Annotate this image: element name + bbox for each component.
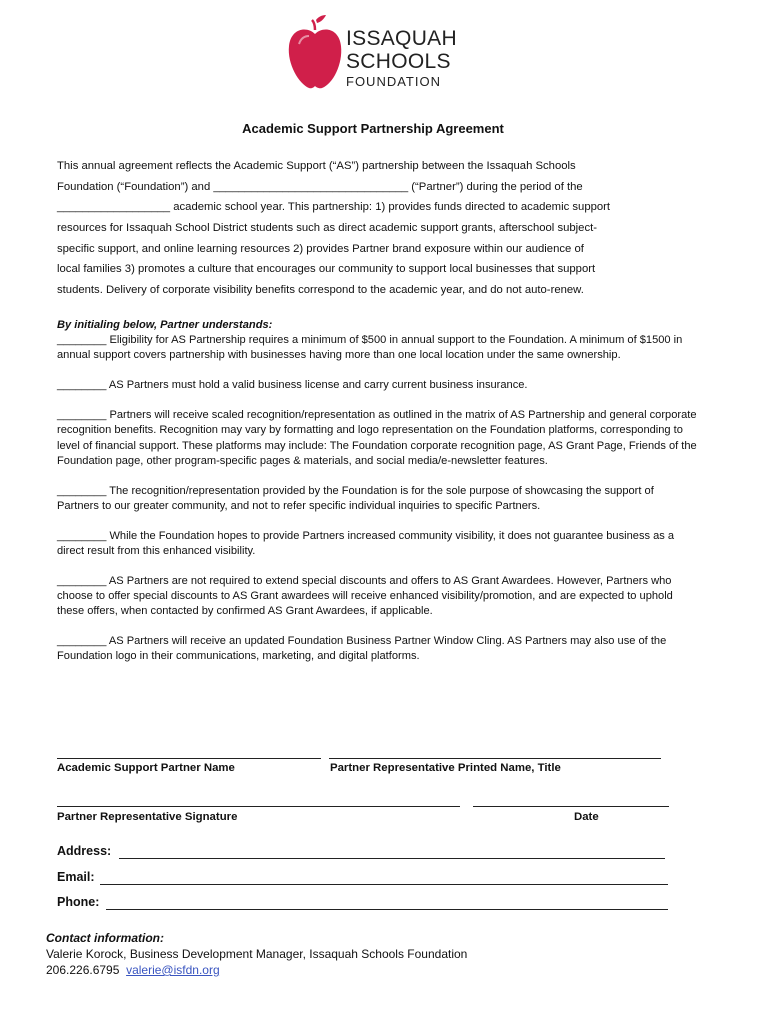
terms-heading: By initialing below, Partner understands: — [57, 319, 273, 331]
partner-name-line[interactable] — [57, 758, 321, 759]
term-item: ________ Partners will receive scaled recognition/representation as outlined in the matrix of AS Partnership and general corporate recognition benefits. Recognition may vary by formatting and logo representation on the Foundation platforms, corresponding to level of financial support. These platforms may include: The Foundation corporate recognition page, AS Grant Page, Friends of the Foundation page, other program-specific pages & materials, and social media/e-newsletter features. — [57, 409, 697, 467]
contact-person: Valerie Korock, Business Development Manager, Issaquah Schools Foundation — [46, 947, 468, 961]
rep-printed-name-label: Partner Representative Printed Name, Title — [330, 762, 561, 774]
logo-line-2: SCHOOLS — [346, 50, 451, 73]
email-field[interactable] — [100, 884, 668, 885]
term-item: ________ AS Partners will receive an updated Foundation Business Partner Window Cling. AS Partners may also use of the Foundation logo in their communications, marketing, and digital platforms. — [57, 635, 667, 663]
term-item: ________ AS Partners are not required to extend special discounts and offers to AS Grant Awardees. However, Partners who choose to offer special discounts to AS Grant awardees will receive enhanced visibility/promotion, and are expected to uphold these offers, when contacted by confirmed AS Grant Awardees, if applicable. — [57, 574, 673, 618]
intro-line: This annual agreement reflects the Academic Support (“AS”) partnership between the Issaquah Schools — [57, 160, 576, 172]
intro-line: resources for Issaquah School District students such as direct academic support grants, afterschool subject- — [57, 222, 597, 235]
contact-phone: 206.226.6795 — [46, 963, 120, 977]
term-item: ________ While the Foundation hopes to provide Partners increased community visibility, it does not guarantee business as a direct result from this enhanced visibility. — [57, 529, 675, 557]
phone-field[interactable] — [106, 909, 668, 910]
contact-block — [46, 930, 467, 978]
intro-line: __________________ academic school year. This partnership: 1) provides funds directed to academic support — [57, 201, 611, 214]
date-line[interactable] — [473, 806, 669, 807]
intro-line: Foundation (“Foundation”) and _______________________________ (“Partner”) during the period of the — [57, 180, 583, 193]
term-item: ________ Eligibility for AS Partnership requires a minimum of $500 in annual support to the Foundation. A minimum of $1500 in annual support covers partnership with businesses having more than one local location under the same ownership. — [57, 334, 683, 362]
logo-line-3: FOUNDATION — [346, 74, 441, 89]
logo-line-1: ISSAQUAH — [346, 27, 457, 50]
phone-label: Phone: — [57, 895, 100, 909]
term-item: ________ The recognition/representation provided by the Foundation is for the sole purpose of showcasing the support of Partners to our greater community, and not to refer specific individual inquiries to specific Partners. — [57, 484, 654, 512]
document-title: Academic Support Partnership Agreement — [242, 121, 504, 136]
contact-details — [46, 962, 467, 978]
date-label: Date — [574, 811, 599, 823]
terms-section — [57, 318, 697, 679]
address-label: Address: — [57, 844, 112, 858]
intro-line: local families 3) promotes a culture that encourages our community to support local businesses that support — [57, 263, 596, 276]
rep-signature-line[interactable] — [57, 806, 460, 807]
intro-line: specific support, and online learning resources 2) provides Partner brand exposure within our audience of — [57, 242, 584, 255]
intro-paragraph — [57, 156, 697, 301]
term-item: ________ AS Partners must hold a valid business license and carry current business insurance. — [57, 379, 528, 392]
logo-wordmark — [346, 28, 457, 88]
address-field[interactable] — [119, 858, 665, 859]
email-label: Email: — [57, 870, 95, 884]
contact-email-link[interactable]: valerie@isfdn.org — [126, 963, 220, 977]
rep-printed-name-line[interactable] — [329, 758, 661, 759]
partner-name-label: Academic Support Partner Name — [57, 762, 235, 774]
contact-heading: Contact information: — [46, 931, 164, 945]
rep-signature-label: Partner Representative Signature — [57, 811, 238, 823]
intro-line: students. Delivery of corporate visibility benefits correspond to the academic year, and do not auto-renew. — [57, 284, 584, 297]
